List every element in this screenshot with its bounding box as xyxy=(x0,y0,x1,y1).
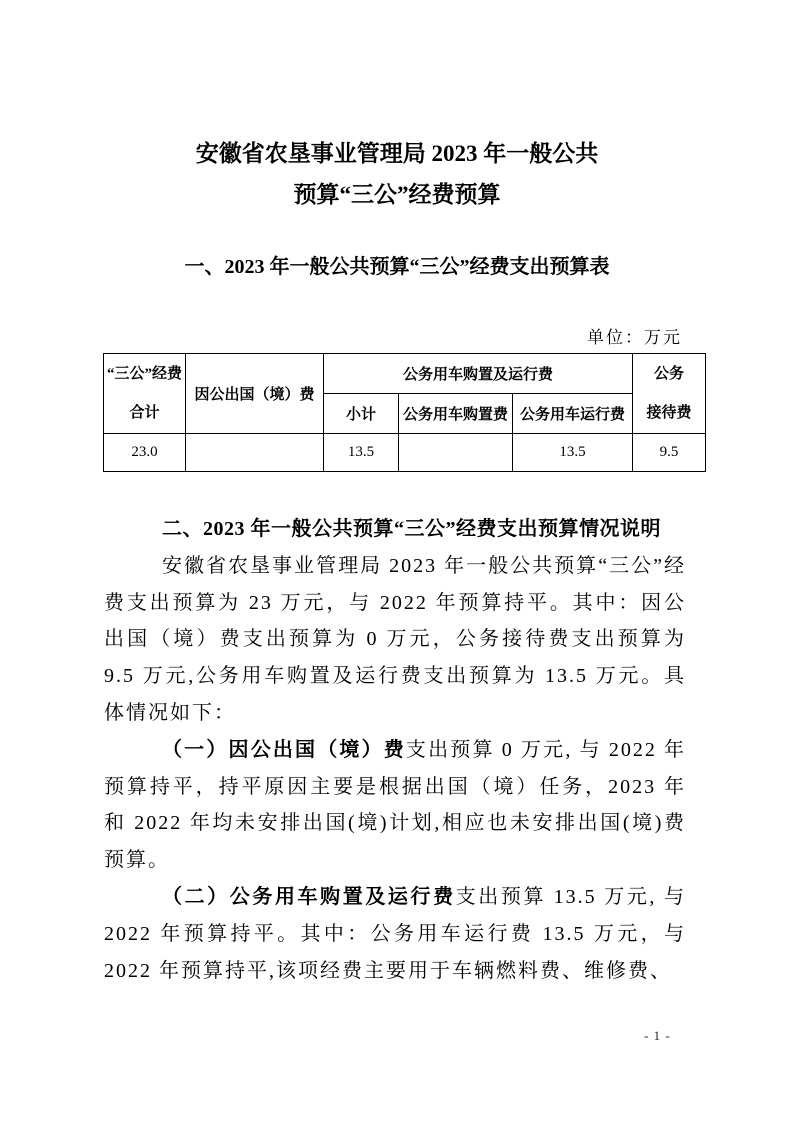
cell-purchase xyxy=(399,434,513,472)
page-number: - 1 - xyxy=(644,1028,671,1043)
header-operation: 公务用车运行费 xyxy=(513,394,633,434)
paragraph-intro: 安徽省农垦事业管理局 2023 年一般公共预算“三公”经费支出预算为 23 万元，与 2022 年预算持平。其中：因公出国（境）费支出预算为 0 万元，公务接待费支出预算为 9.5 万元,公务用车购置及运行费支出预算为 13.5 万元。具体情况如下： xyxy=(104,554,686,724)
cell-abroad xyxy=(186,434,324,472)
document-body xyxy=(104,511,686,989)
paragraph-item-1-body: 支出预算 0 万元, 与 2022 年预算持平，持平原因主要是根据出国（境）任务，2023 年和 2022 年均未安排出国(境)计划,相应也未安排出国(境)费预算。 xyxy=(104,738,687,872)
header-reception-line2: 接待费 xyxy=(646,404,692,421)
header-reception xyxy=(633,354,706,434)
header-purchase: 公务用车购置费 xyxy=(399,394,513,434)
header-reception-line1: 公务 xyxy=(654,365,685,382)
paragraph-item-2-body: 支出预算 13.5 万元, 与 2022 年预算持平。其中：公务用车运行费 13.5 万元，与 2022 年预算持平,该项经费主要用于车辆燃料费、维修费、 xyxy=(104,885,687,982)
paragraph-item-1-lead: （一）因公出国（境）费 xyxy=(162,738,406,761)
header-subtotal: 小计 xyxy=(324,394,399,434)
unit-label: 单位：万元 xyxy=(587,328,682,347)
table-data-row xyxy=(104,434,706,472)
cell-operation: 13.5 xyxy=(513,434,633,472)
table-header-row-1 xyxy=(104,354,706,394)
title-line-1: 安徽省农垦事业管理局 2023 年一般公共 xyxy=(195,141,599,166)
paragraph-item-2-lead: （二）公务用车购置及运行费 xyxy=(162,885,456,908)
paragraph-item-2 xyxy=(104,879,686,989)
header-sangong-total xyxy=(104,354,186,434)
document-title xyxy=(0,133,794,215)
cell-reception: 9.5 xyxy=(633,434,706,472)
cell-subtotal: 13.5 xyxy=(324,434,399,472)
title-line-2: 预算“三公”经费预算 xyxy=(293,182,501,207)
header-vehicle-group: 公务用车购置及运行费 xyxy=(324,354,633,394)
paragraph-item-1 xyxy=(104,732,686,879)
header-sangong-line1: “三公”经费 xyxy=(106,365,182,382)
section-1-heading: 一、2023 年一般公共预算“三公”经费支出预算表 xyxy=(184,256,610,278)
budget-table xyxy=(103,353,706,472)
section-2-heading: 二、2023 年一般公共预算“三公”经费支出预算情况说明 xyxy=(162,518,661,540)
header-sangong-line2: 合计 xyxy=(129,404,160,421)
cell-sangong-total: 23.0 xyxy=(104,434,186,472)
header-abroad: 因公出国（境）费 xyxy=(186,354,324,434)
